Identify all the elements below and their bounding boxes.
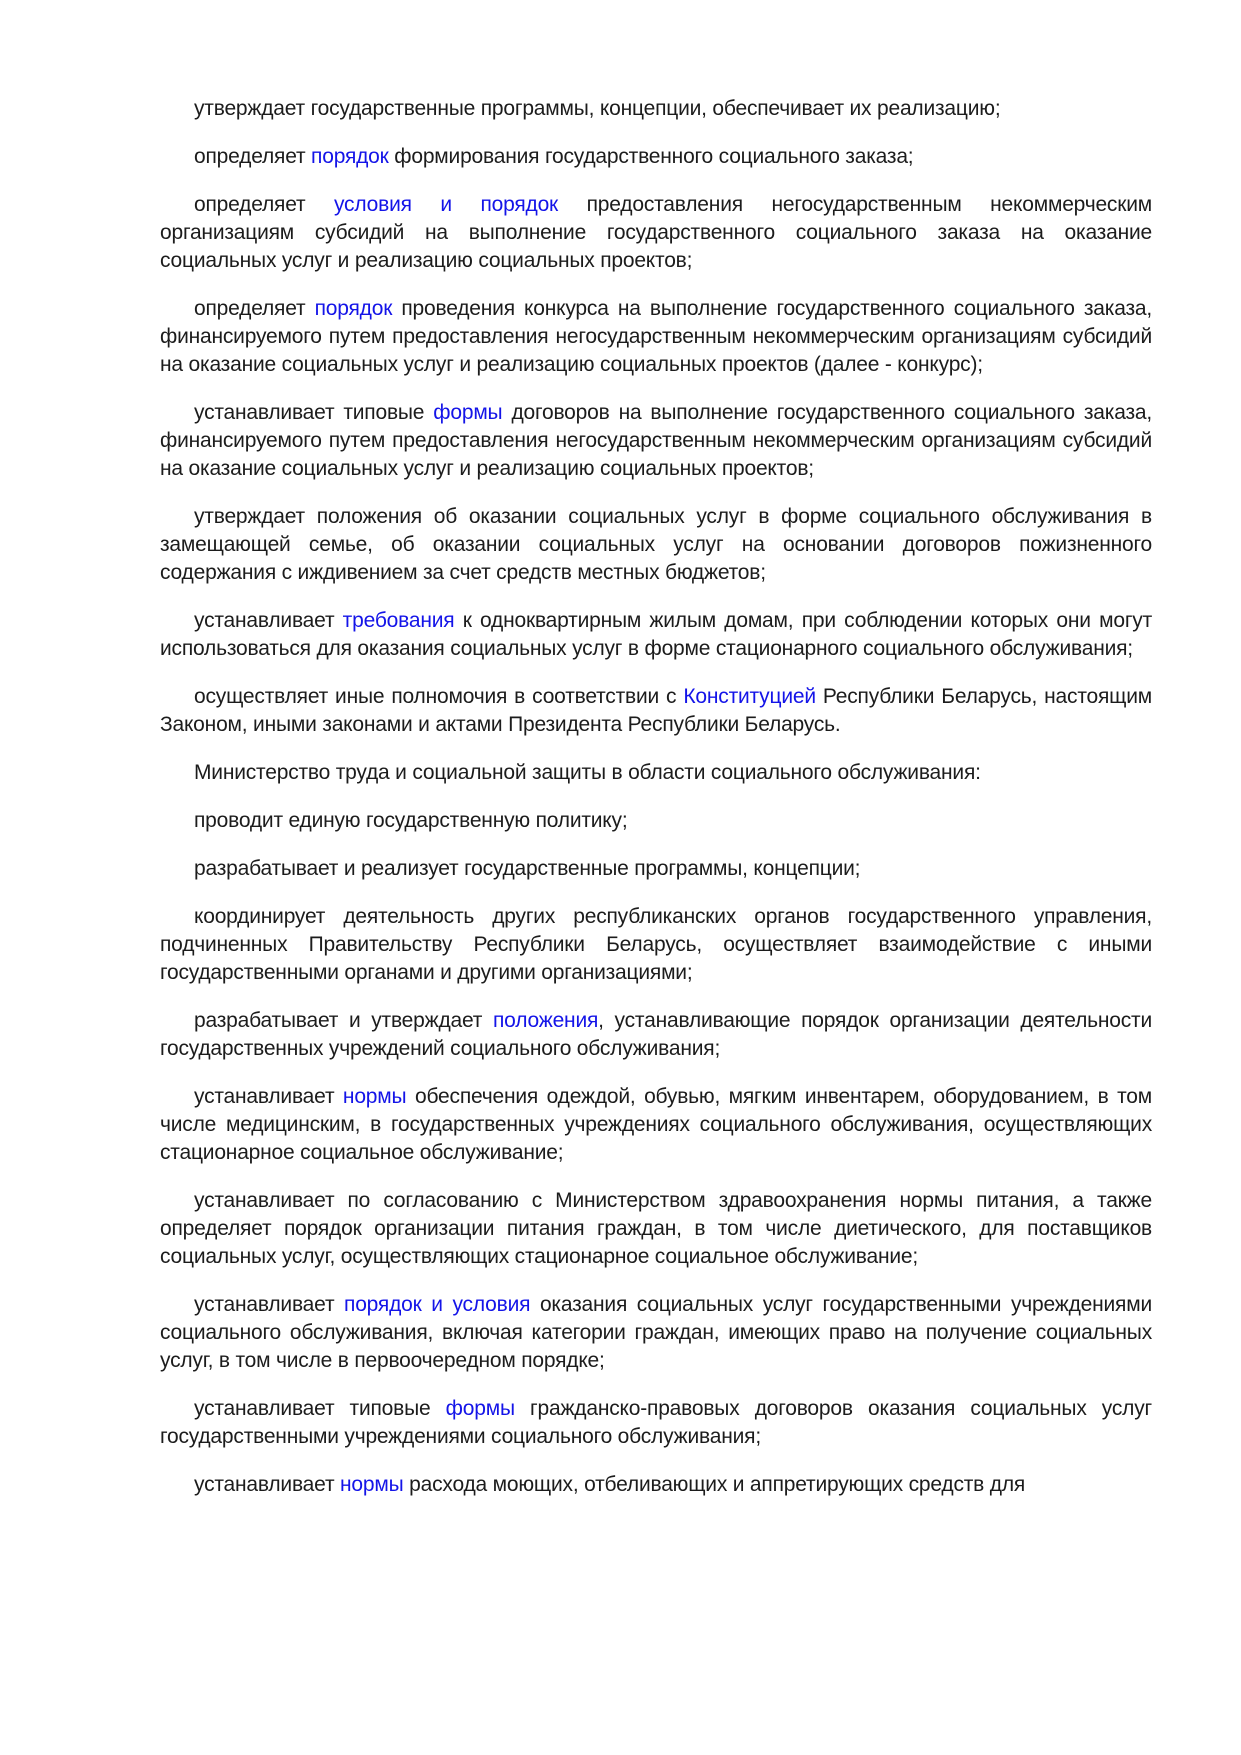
paragraph xyxy=(160,759,1152,787)
paragraph-text: оказания социальных услуг государственными учреждениями социального обслуживания, включая категории граждан, имеющих право на получение социальных услуг, в том числе в первоочередном порядке; xyxy=(160,1293,1152,1372)
paragraph-text: устанавливает типовые xyxy=(194,401,434,424)
paragraph-text: определяет xyxy=(194,297,315,320)
paragraph-text: формирования государственного социального заказа; xyxy=(388,145,914,168)
paragraph-text: договоров на выполнение государственного социального заказа, финансируемого путем предоставления негосударственным некоммерческим организациям субсидий на оказание социальных услуг и реализацию социальных проектов; xyxy=(160,401,1152,480)
paragraph-text: обеспечения одеждой, обувью, мягким инвентарем, оборудованием, в том числе медицинским, в государственных учреждениях социального обслуживания, осуществляющих стационарное социальное обслуживание; xyxy=(160,1085,1152,1164)
paragraph xyxy=(160,191,1152,275)
paragraph-text: Министерство труда и социальной защиты в области социального обслуживания: xyxy=(194,761,981,784)
paragraph-text: устанавливает по согласованию с Министерством здравоохранения нормы питания, а также определяет порядок организации питания граждан, в том числе диетического, для поставщиков социальных услуг, осуществляющих стационарное социальное обслуживание; xyxy=(160,1189,1152,1268)
paragraph-text: устанавливает xyxy=(194,1473,340,1496)
paragraph xyxy=(160,1083,1152,1167)
paragraph-text: проведения конкурса на выполнение государственного социального заказа, финансируемого путем предоставления негосударственным некоммерческим организациям субсидий на оказание социальных услуг и реализацию социальных проектов (далее - конкурс); xyxy=(160,297,1153,376)
document-link[interactable]: формы xyxy=(433,401,503,424)
paragraph-text: гражданско-правовых договоров оказания социальных услуг государственными учреждениями социального обслуживания; xyxy=(160,1397,1152,1448)
paragraph-text: утверждает государственные программы, концепции, обеспечивает их реализацию; xyxy=(194,97,1001,120)
paragraph xyxy=(160,399,1152,483)
paragraph xyxy=(160,143,1152,171)
paragraph xyxy=(160,1187,1152,1271)
document-link[interactable]: порядок и условия xyxy=(344,1293,531,1316)
paragraph-text: осуществляет иные полномочия в соответствии с xyxy=(194,685,684,708)
document-link[interactable]: требования xyxy=(342,609,455,632)
document-link[interactable]: условия и порядок xyxy=(333,193,559,216)
paragraph xyxy=(160,1291,1152,1375)
paragraph-text: расхода моющих, отбеливающих и аппретирующих средств для xyxy=(403,1473,1026,1496)
paragraph xyxy=(160,807,1152,835)
paragraph xyxy=(160,1395,1152,1451)
paragraph xyxy=(160,903,1152,987)
paragraph xyxy=(160,855,1152,883)
paragraph xyxy=(160,295,1152,379)
document-link[interactable]: формы xyxy=(445,1397,515,1420)
paragraph-text: устанавливает xyxy=(194,1293,345,1316)
paragraph xyxy=(160,95,1152,123)
paragraph-text: к одноквартирным жилым домам, при соблюдении которых они могут использоваться для оказания социальных услуг в форме стационарного социального обслуживания; xyxy=(160,609,1152,660)
paragraph-text: координирует деятельность других республиканских органов государственного управления, подчиненных Правительству Республики Беларусь, осуществляет взаимодействие с иными государственными органами и другими организациями; xyxy=(160,905,1152,984)
paragraph xyxy=(160,1007,1152,1063)
document-link[interactable]: положения xyxy=(493,1009,599,1032)
paragraph-text: определяет xyxy=(194,193,334,216)
paragraph-text: предоставления негосударственным некоммерческим организациям субсидий на выполнение государственного социального заказа на оказание социальных услуг и реализацию социальных проектов; xyxy=(160,193,1152,272)
paragraph-text: , устанавливающие порядок организации деятельности государственных учреждений социального обслуживания; xyxy=(160,1009,1152,1060)
paragraph-text: устанавливает xyxy=(194,609,343,632)
paragraph-text: проводит единую государственную политику; xyxy=(194,809,628,832)
paragraph xyxy=(160,503,1152,587)
paragraph-text: устанавливает xyxy=(194,1085,343,1108)
document-link[interactable]: нормы xyxy=(342,1085,407,1108)
document-link[interactable]: Конституцией xyxy=(683,685,816,708)
paragraph-text: разрабатывает и утверждает xyxy=(194,1009,493,1032)
paragraph-text: устанавливает типовые xyxy=(194,1397,446,1420)
paragraph-text: утверждает положения об оказании социальных услуг в форме социального обслуживания в замещающей семье, об оказании социальных услуг на основании договоров пожизненного содержания с иждивением за счет средств местных бюджетов; xyxy=(160,505,1152,584)
document-link[interactable]: порядок xyxy=(314,297,393,320)
paragraph xyxy=(160,607,1152,663)
paragraph-text: разрабатывает и реализует государственные программы, концепции; xyxy=(194,857,861,880)
paragraph xyxy=(160,683,1152,739)
document-link[interactable]: порядок xyxy=(311,145,389,168)
document-link[interactable]: нормы xyxy=(340,1473,404,1496)
paragraph-text: определяет xyxy=(194,145,312,168)
paragraph-text: Республики Беларусь, настоящим Законом, иными законами и актами Президента Республики Беларусь. xyxy=(160,685,1152,736)
paragraph xyxy=(160,1471,1152,1499)
